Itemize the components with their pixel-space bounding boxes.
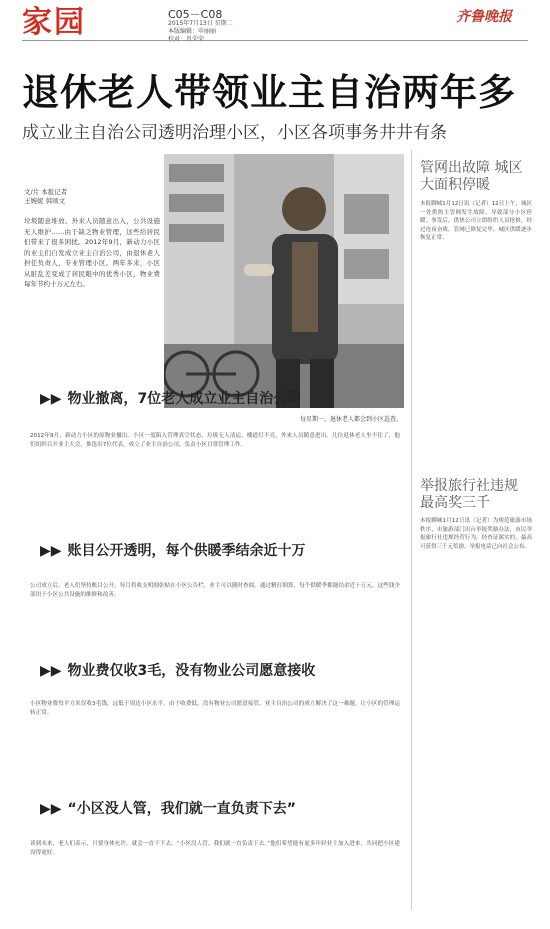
article-intro: 垃圾随意堆放、外来人员随意出入，公共设施无人维护……由于缺乏物业管理，这些给居民们带来了很多困扰。2012年9月，新动力小区的业主们自发成立业主自治公司，由退休老人担任负责人，专业管理小区。两年多来，小区从脏乱差变成了居民眼中的优秀小区，物业费每年节约十万元左右。 <box>24 217 160 288</box>
photo-illustration <box>164 154 404 408</box>
column-divider <box>411 150 412 910</box>
article-headline: 退休老人带领业主自治两年多 <box>22 70 516 114</box>
section-1-text: 2012年9月，新动力小区的原物业撤出。小区一度陷入管理真空状态，垃圾无人清运，楼道灯不亮，外来人员随意进出。几位退休老人坐不住了，他们组织召开业主大会，推选出7位代表，成立了业主自治公司，负责小区日常管理工作。 <box>30 433 400 448</box>
section-heading-3-text: 物业费仅收3毛，没有物业公司愿意接收 <box>67 663 316 679</box>
sidebar-headline-2: 举报旅行社违规 最高奖三千 <box>420 478 518 511</box>
section-heading-2-text: 账目公开透明，每个供暖季结余近十万 <box>67 543 306 559</box>
section-heading-3 <box>40 660 315 680</box>
sidebar-text-1: 本报聊城1月12日讯（记者）12日上午，城区一处供热主管网发生故障，导致部分小区停暖。事发后，供热公司立即组织人员抢修，经过连夜奋战，管网已修复完毕，城区供暖逐步恢复正常。 <box>420 201 532 242</box>
section-3-text: 小区物业费每平方米仅收3毛钱，远低于周边小区水平。由于收费低，没有物业公司愿意接管，业主自治公司的成立解决了这一难题，让小区的管理运转正常。 <box>30 701 400 716</box>
bullet-triangle-icon: ▶▶ <box>40 663 62 679</box>
bullet-triangle-icon: ▶▶ <box>40 543 62 559</box>
bullet-triangle-icon: ▶▶ <box>40 801 62 817</box>
article-photo <box>164 154 404 408</box>
section-4-text: 谈到未来，老人们表示，只要身体允许，就会一直干下去。“小区没人管，我们就一直负责下去。”他们希望能有更多年轻业主加入进来，共同把小区建设得更好。 <box>30 841 400 856</box>
sidebar-headline-1: 管网出故障 城区大面积停暖 <box>420 160 523 193</box>
masthead <box>0 0 550 44</box>
sidebar-text-2: 本报聊城1月12日讯（记者）为规范旅游市场秩序，市旅游部门出台举报奖励办法，市民举报旅行社违规经营行为，经查证属实的，最高可获得三千元奖励。举报电话已向社会公布。 <box>420 518 532 550</box>
section-heading-4-text: “小区没人管，我们就一直负责下去” <box>67 801 296 817</box>
article-subheadline: 成立业主自治公司透明治理小区，小区各项事务井井有条 <box>22 123 447 143</box>
section-heading-4 <box>40 798 296 818</box>
section-2-text: 公司成立后，老人们坚持账目公开，每月将收支明细张贴在小区公告栏，业主可以随时查阅。通过精打细算，每个供暖季都能结余近十万元，这些钱全部用于小区公共设施的维修和改善。 <box>30 583 400 598</box>
section-heading-1 <box>40 388 301 408</box>
section-logo: 家园 <box>22 5 86 40</box>
section-heading-1-text: 物业撤离，7位老人成立业主自治公司 <box>67 391 302 407</box>
byline: 文/片 本报记者 王婉妮 韩颂文 <box>24 188 68 205</box>
bullet-triangle-icon: ▶▶ <box>40 391 62 407</box>
section-heading-2 <box>40 540 306 560</box>
photo-caption: 每星期一，退休老人都会到小区巡查。 <box>300 416 403 423</box>
page-range: C05－C08 <box>168 8 223 21</box>
newspaper-brand: 齐鲁晚报 <box>456 9 512 25</box>
issue-meta: 2015年7月13日 星期二 本版编辑：申丽丽 <box>168 20 233 35</box>
masthead-divider <box>22 40 528 41</box>
